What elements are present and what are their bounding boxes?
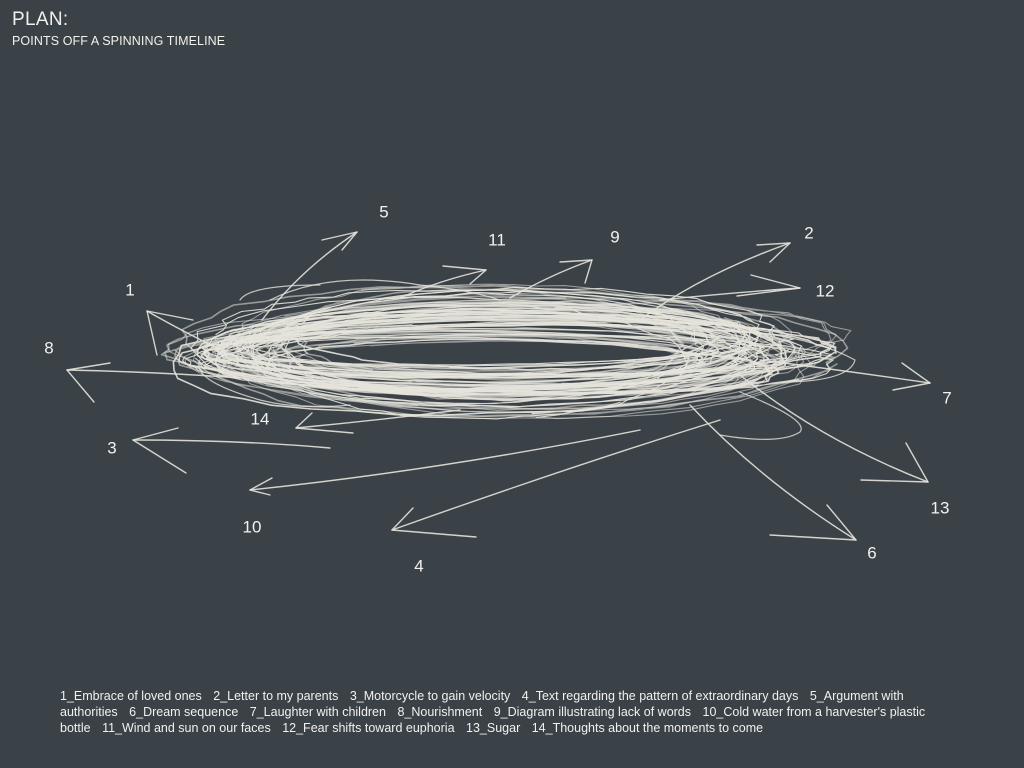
- legend-item-5: 5_Argument with authorities: [60, 689, 904, 719]
- arrow-3-head: [133, 428, 186, 473]
- arrow-6-head: [770, 505, 856, 540]
- arrow-9-head: [560, 260, 592, 283]
- arrow-8-head: [67, 363, 110, 402]
- arrow-12-shaft: [660, 288, 800, 300]
- label-10: 10: [242, 517, 262, 537]
- arrow-10-shaft: [250, 430, 640, 490]
- arrow-7-head: [893, 363, 930, 390]
- legend-item-11: 11_Wind and sun on our faces: [102, 721, 271, 735]
- legend-item-10: 10_Cold water from a harvester's plastic bottle: [60, 705, 926, 735]
- label-7: 7: [942, 388, 952, 408]
- legend-item-4: 4_Text regarding the pattern of extraordinary days: [521, 689, 799, 703]
- legend-item-3: 3_Motorcycle to gain velocity: [349, 689, 511, 703]
- arrow-4-head: [392, 508, 476, 537]
- label-5: 5: [379, 202, 389, 222]
- arrow-13-head: [861, 443, 928, 482]
- legend-item-14: 14_Thoughts about the moments to come: [531, 721, 764, 735]
- legend-item-7: 7_Laughter with children: [249, 705, 386, 719]
- label-9: 9: [610, 227, 620, 247]
- arrow-6-shaft: [690, 405, 856, 540]
- label-12: 12: [815, 281, 835, 301]
- label-3: 3: [107, 438, 117, 458]
- legend-item-2: 2_Letter to my parents: [213, 689, 339, 703]
- arrow-4-shaft: [392, 420, 720, 530]
- label-11: 11: [488, 230, 506, 250]
- label-6: 6: [867, 543, 877, 563]
- label-14: 14: [250, 409, 270, 429]
- legend-item-12: 12_Fear shifts toward euphoria: [282, 721, 455, 735]
- arrow-2-head: [757, 243, 790, 262]
- arrow-5-head: [322, 232, 357, 250]
- legend-item-9: 9_Diagram illustrating lack of words: [493, 705, 692, 719]
- arrow-3-shaft: [133, 440, 330, 448]
- page-title: PLAN:: [12, 9, 69, 30]
- arrow-12-head: [737, 275, 800, 296]
- label-2: 2: [804, 223, 814, 243]
- label-4: 4: [414, 556, 424, 576]
- arrow-10-head: [250, 478, 272, 495]
- label-8: 8: [44, 338, 54, 358]
- arrow-13-shaft: [740, 375, 928, 482]
- legend-item-6: 6_Dream sequence: [129, 705, 239, 719]
- page-subtitle: POINTS OFF A SPINNING TIMELINE: [12, 34, 226, 48]
- legend-item-13: 13_Sugar: [466, 721, 521, 735]
- legend: [60, 688, 960, 736]
- label-13: 13: [930, 498, 950, 518]
- scribble-loops: [162, 281, 851, 419]
- legend-item-8: 8_Nourishment: [397, 705, 483, 719]
- legend-item-1: 1_Embrace of loved ones: [60, 689, 202, 703]
- label-1: 1: [125, 280, 135, 300]
